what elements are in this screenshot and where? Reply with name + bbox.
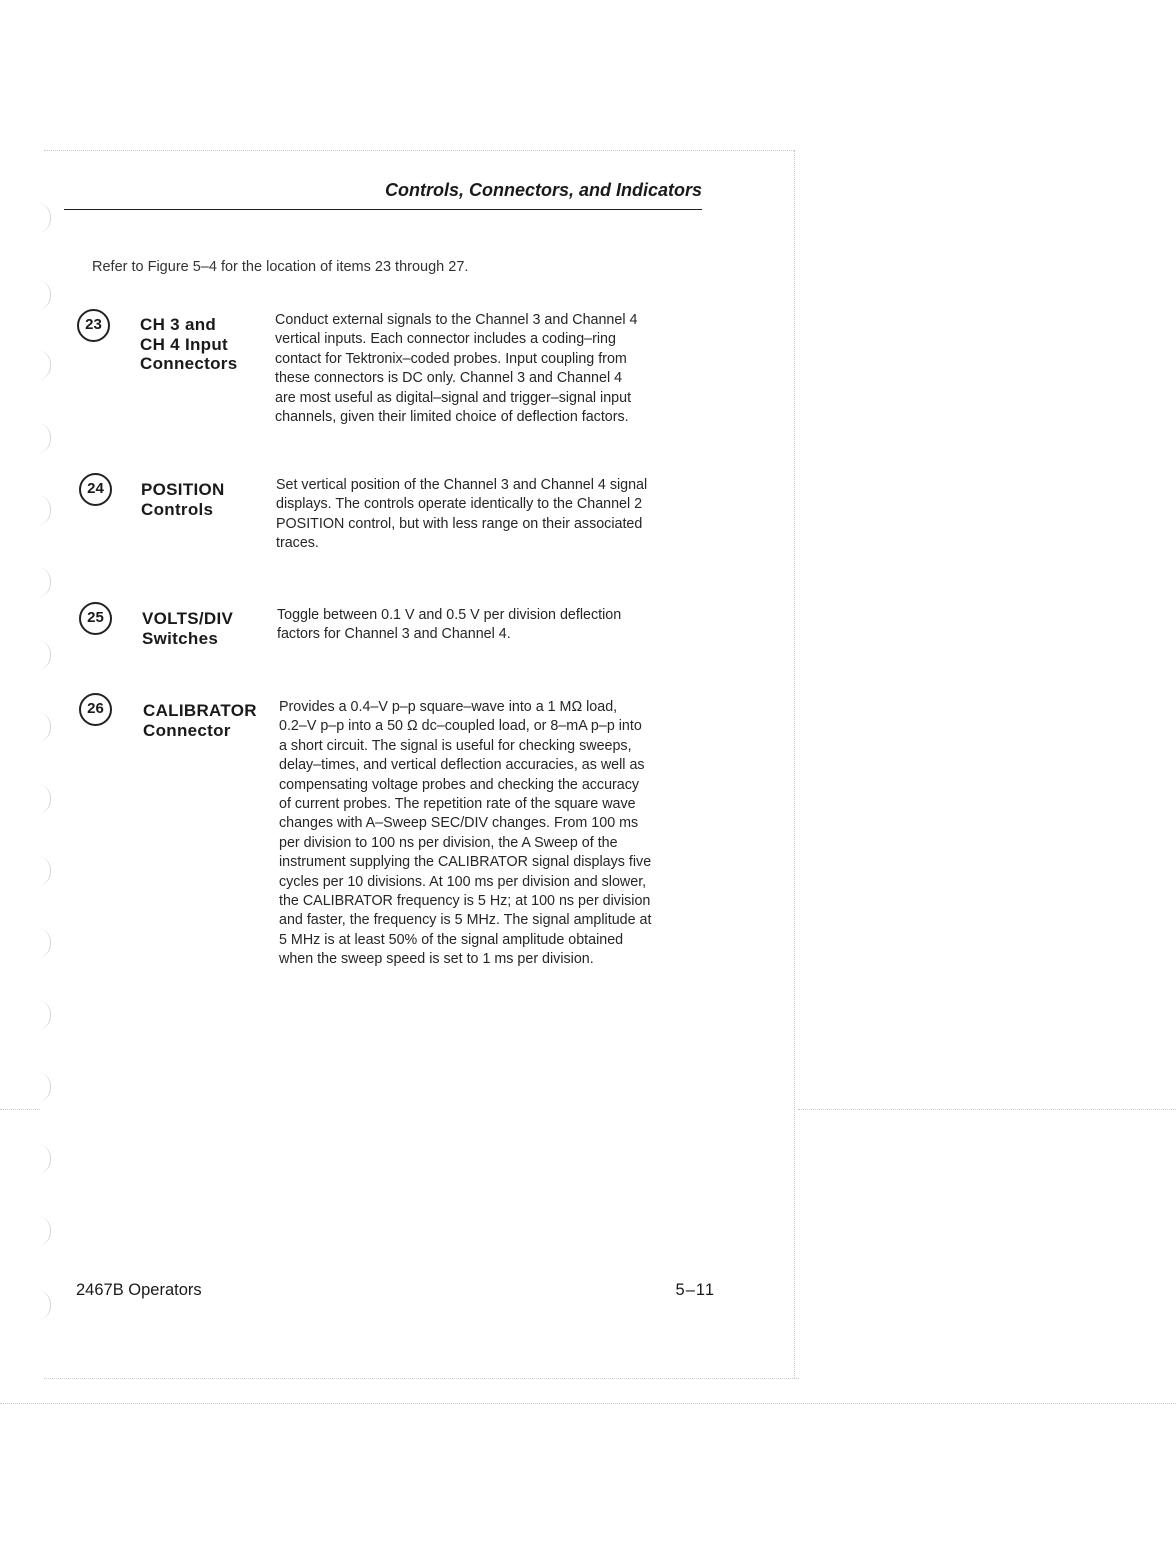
binding-hole-mark [36, 1290, 51, 1320]
binding-hole-mark [36, 784, 51, 814]
desc-line: Set vertical position of the Channel 3 and Channel 4 signal [276, 477, 648, 493]
intro-text: Refer to Figure 5–4 for the location of items 23 through 27. [92, 259, 469, 275]
item-number-badge: 26 [79, 693, 112, 726]
binding-hole-mark [36, 1072, 51, 1102]
header-rule [64, 209, 702, 210]
desc-line: changes with A–Sweep SEC/DIV changes. From 100 ms [279, 815, 639, 832]
item-title [140, 315, 237, 374]
item-title [141, 480, 225, 519]
item-title-line: Switches [142, 628, 219, 648]
desc-line: vertical inputs. Each connector includes a coding–ring [275, 331, 616, 348]
desc-line: channels, given their limited choice of deflection factors. [275, 409, 629, 426]
binding-hole-mark [36, 856, 51, 886]
item-title-line: Connector [143, 720, 231, 740]
item-number-badge: 25 [79, 602, 112, 635]
binding-hole-mark [36, 1144, 51, 1174]
desc-line: when the sweep speed is set to 1 ms per division. [279, 951, 594, 968]
desc-line: compensating voltage probes and checking the accuracy [279, 776, 640, 793]
item-title [143, 701, 257, 740]
binding-hole-mark [36, 280, 51, 310]
item-number-badge: 24 [79, 473, 112, 506]
binding-hole-mark [36, 928, 51, 958]
item-title-line: POSITION [141, 480, 225, 499]
binding-hole-mark [36, 423, 51, 453]
scan-edge-lower [0, 1403, 1176, 1404]
desc-line: traces. [276, 535, 319, 552]
desc-line: Toggle between 0.1 V and 0.5 V per division deflection [277, 607, 622, 623]
item-description [276, 476, 647, 554]
scan-edge-bottom [44, 1378, 799, 1379]
item-title [142, 609, 233, 648]
binding-hole-mark [36, 1216, 51, 1246]
binding-hole-mark [36, 567, 51, 597]
desc-line: of current probes. The repetition rate of the square wave [279, 796, 636, 813]
scan-edge-right [794, 150, 795, 1378]
desc-line: Conduct external signals to the Channel 3 and Channel 4 [275, 312, 638, 328]
binding-hole-mark [36, 495, 51, 525]
desc-line: Provides a 0.4–V p–p square–wave into a 1 MΩ load, [279, 699, 618, 715]
desc-line: contact for Tektronix–coded probes. Input coupling from [275, 350, 627, 367]
scan-edge-left-mid [0, 1109, 40, 1110]
desc-line: delay–times, and vertical deflection accuracies, as well as [279, 757, 645, 774]
desc-line: are most useful as digital–signal and trigger–signal input [275, 389, 632, 406]
desc-line: 5 MHz is at least 50% of the signal amplitude obtained [279, 931, 624, 948]
running-header-title: Controls, Connectors, and Indicators [384, 180, 702, 200]
desc-line: and faster, the frequency is 5 MHz. The signal amplitude at [279, 912, 652, 929]
desc-line: factors for Channel 3 and Channel 4. [277, 626, 511, 643]
desc-line: a short circuit. The signal is useful for checking sweeps, [279, 737, 632, 754]
scan-edge-top [44, 150, 794, 151]
desc-line: these connectors is DC only. Channel 3 and Channel 4 [275, 370, 623, 387]
item-description [277, 606, 621, 645]
item-title-line: CALIBRATOR [143, 701, 257, 720]
item-description [275, 311, 637, 427]
binding-hole-mark [36, 350, 51, 380]
item-title-line: Controls [141, 499, 214, 519]
item-title-line: Connectors [140, 354, 238, 373]
desc-line: per division to 100 ns per division, the A Sweep of the [279, 834, 618, 851]
desc-line: 0.2–V p–p into a 50 Ω dc–coupled load, or 8–mA p–p into [279, 718, 642, 735]
footer-manual-name: 2467B Operators [76, 1281, 202, 1299]
page-number: 5–11 [675, 1281, 715, 1299]
item-description [279, 698, 651, 970]
item-title-line: CH 3 and [140, 315, 217, 334]
binding-hole-mark [36, 640, 51, 670]
binding-hole-mark [36, 1000, 51, 1030]
desc-line: displays. The controls operate identically to the Channel 2 [276, 496, 643, 513]
desc-line: instrument supplying the CALIBRATOR signal displays five [279, 854, 652, 871]
item-number-badge: 23 [77, 309, 110, 342]
desc-line: cycles per 10 divisions. At 100 ms per division and slower, [279, 873, 647, 890]
item-title-line: VOLTS/DIV [142, 609, 234, 628]
binding-hole-mark [36, 712, 51, 742]
desc-line: the CALIBRATOR frequency is 5 Hz; at 100 ns per division [279, 893, 651, 910]
desc-line: POSITION control, but with less range on their associated [276, 515, 643, 532]
scan-edge-right-mid [798, 1109, 1176, 1110]
item-title-line: CH 4 Input [140, 334, 228, 354]
binding-hole-mark [36, 203, 51, 233]
